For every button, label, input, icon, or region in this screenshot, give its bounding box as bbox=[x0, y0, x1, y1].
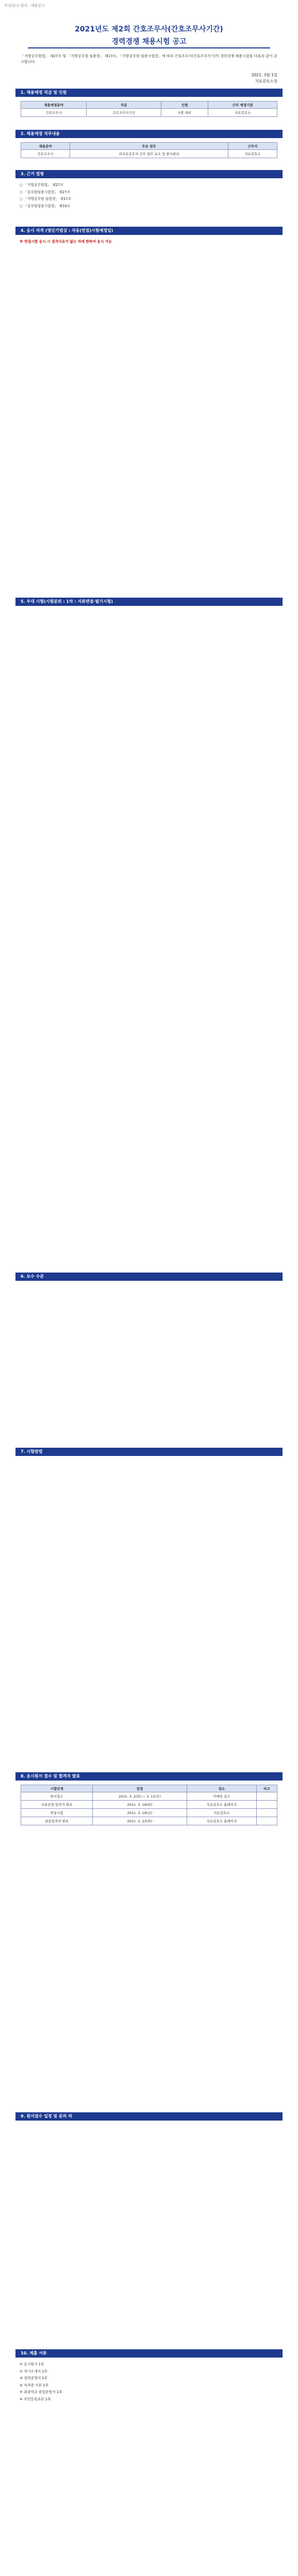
table-row: 원서접수 2021. 3. 2(화) ~ 3. 11(목) 이메일 접수 bbox=[21, 1792, 277, 1801]
list-item: ② 자기소개서 1부 bbox=[20, 2369, 48, 2374]
section-heading-3: 3. 근거 법령 bbox=[15, 170, 283, 178]
table-header: 채용분야 bbox=[21, 143, 70, 150]
eligibility-note: ※ 면접시험 응시 시 결격사유가 없는 자에 한하여 응시 가능 bbox=[20, 240, 112, 244]
title-line-1: 2021년도 제2회 간호조무사(간호조무사기간) bbox=[75, 25, 223, 33]
list-item: ① 응시원서 1부 bbox=[20, 2362, 44, 2366]
list-item: ○ 「공무원임용시험령」 제27조 bbox=[20, 190, 71, 194]
title-divider bbox=[28, 47, 270, 48]
table-header: 채용예정분야 bbox=[21, 101, 87, 109]
table-header: 비고 bbox=[256, 1785, 277, 1792]
list-item: ○ 「지방공무원 임용령」 제17조 bbox=[20, 197, 72, 201]
section-heading-10: 10. 제출 서류 bbox=[15, 2349, 283, 2358]
title-line-2: 경력경쟁 채용시험 공고 bbox=[111, 38, 187, 46]
section-heading-1: 1. 채용예정 직급 및 인원 bbox=[15, 89, 283, 97]
table-row: 간호조무사 피치료감호자 간호 업무 보조 및 환자관리 치료감호소 bbox=[21, 150, 277, 158]
section-heading-7: 7. 시험방법 bbox=[15, 1448, 283, 1456]
section-heading-4: 4. 응시 자격 (영단기법상 : 자동(면접)시험예정일) bbox=[15, 227, 283, 235]
table-header: 근무지 bbox=[228, 143, 277, 150]
table-header: 인원 bbox=[161, 101, 208, 109]
top-note: 작성/공고 양식 · 채용공고 bbox=[4, 4, 45, 8]
list-item: ③ 경력증명서 1부 bbox=[20, 2376, 48, 2380]
signature-block bbox=[252, 72, 277, 84]
title-block bbox=[10, 24, 288, 46]
schedule-table bbox=[21, 1785, 277, 1825]
table-row: 면접시험 2021. 3. 19(금) 치료감호소 bbox=[21, 1809, 277, 1817]
intro-paragraph: 「지방공무원법」 제27조 및 「지방공무원 임용령」 제17조, 「지방공무원 임용시험령」에 따라 간호조무사(간호조무사기간) 경력경쟁 채용시험을 다음과 같이 공고합니다. bbox=[21, 54, 277, 64]
duty-table bbox=[21, 142, 277, 158]
list-item: ⑥ 주민등록초본 1부 bbox=[20, 2397, 51, 2401]
list-item: ④ 자격증 사본 1부 bbox=[20, 2383, 49, 2387]
section-heading-8: 8. 응시원서 접수 및 합격자 발표 bbox=[15, 1772, 283, 1781]
list-item: ○ 「지방공무원법」 제27조 bbox=[20, 183, 64, 187]
table-row: 최종합격자 발표 2021. 3. 23(화) 치료감호소 홈페이지 bbox=[21, 1817, 277, 1825]
table-row: 간호조무사 간호조무사기간 5명 내외 치료감호소 bbox=[21, 109, 277, 117]
section-heading-5: 5. 우대 시험(시험분위 : 1차 : 서류면접·필기시험) bbox=[15, 598, 283, 606]
sign-org: 치료감호소장 bbox=[255, 79, 277, 83]
table-header: 근무 예정기관 bbox=[208, 101, 277, 109]
sign-date: 2021. 3월 1일 bbox=[251, 73, 277, 77]
list-item: ⑤ 최종학교 졸업증명서 1부 bbox=[20, 2390, 62, 2394]
positions-table bbox=[21, 101, 277, 117]
table-header: 시험단계 bbox=[21, 1785, 93, 1792]
submit-list bbox=[20, 2362, 278, 2403]
section-heading-6: 6. 보수 수준 bbox=[15, 1273, 283, 1281]
law-list bbox=[20, 182, 278, 210]
table-header: 주요 업무 bbox=[70, 143, 228, 150]
section-heading-9: 9. 원서접수 일정 및 문의 처 bbox=[15, 2112, 283, 2121]
section-heading-2: 2. 채용예정 직무내용 bbox=[15, 130, 283, 138]
list-item: ○ 「공무원임용시험령」 제33조 bbox=[20, 204, 71, 208]
table-header: 장소 bbox=[187, 1785, 256, 1792]
table-row: 서류전형 합격자 발표 2021. 3. 16(화) 치료감호소 홈페이지 bbox=[21, 1801, 277, 1809]
table-header: 직급 bbox=[87, 101, 161, 109]
table-header: 일정 bbox=[93, 1785, 187, 1792]
